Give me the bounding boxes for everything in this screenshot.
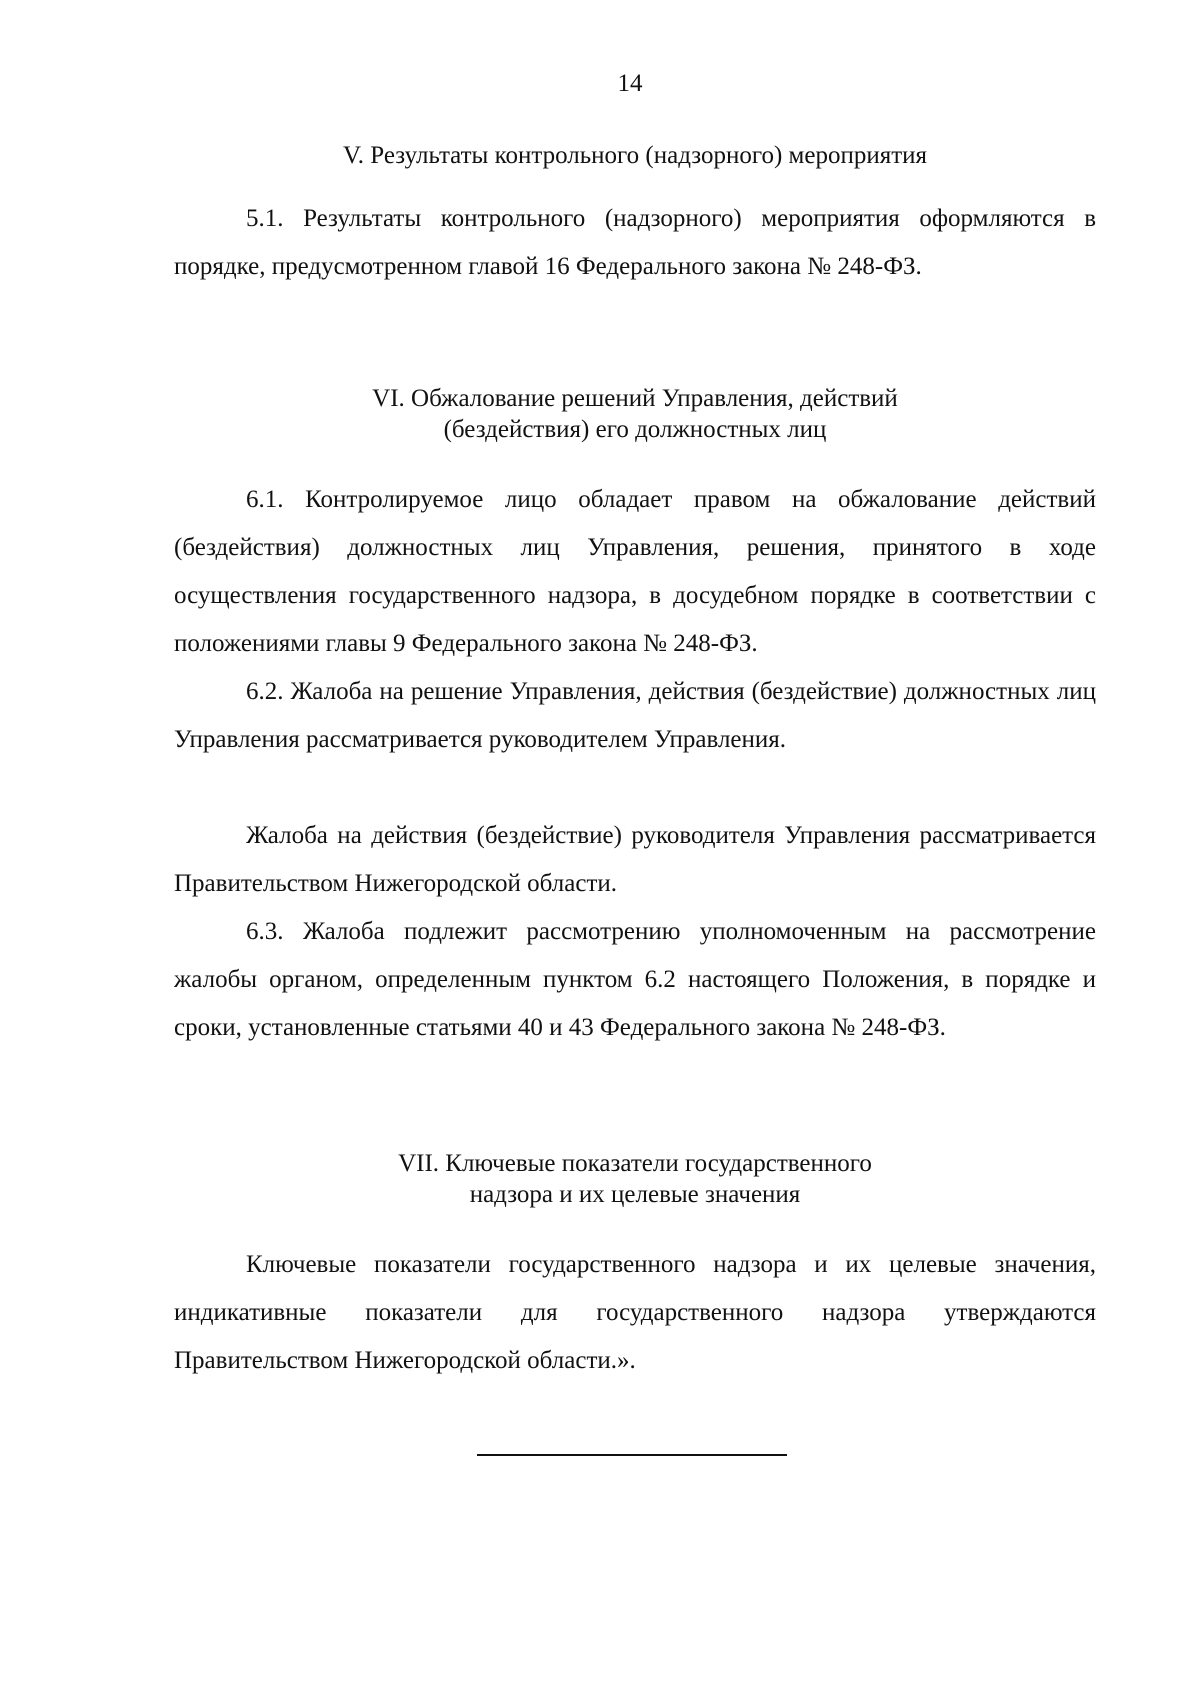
paragraph-key-indicators: Ключевые показатели государственного надзора и их целевые значения, индикативные показатели для государственного надзора утверждаются Правительством Нижегородской области.». (174, 1251, 1096, 1374)
section-heading-vi (174, 383, 1096, 445)
paragraph-6-3: 6.3. Жалоба подлежит рассмотрению уполномоченным на рассмотрение жалобы органом, определенным пунктом 6.2 настоящего Положения, в порядке и сроки, установленные статьями 40 и 43 Федерального закона № 248-ФЗ. (174, 918, 1096, 1041)
paragraph-6-2: 6.2. Жалоба на решение Управления, действия (бездействие) должностных лиц Управления рассматривается руководителем Управления. (174, 678, 1096, 753)
section-heading-line: VII. Ключевые показатели государственного (398, 1150, 872, 1177)
section-heading-line: (бездействия) его должностных лиц (443, 416, 827, 443)
section-heading-v (174, 140, 1096, 171)
page-number: 14 (617, 70, 643, 97)
section-heading-line: V. Результаты контрольного (надзорного) мероприятия (342, 142, 928, 169)
paragraph-6-2-complaint: Жалоба на действия (бездействие) руководителя Управления рассматривается Правительством Нижегородской области. (174, 822, 1096, 897)
closing-divider (477, 1454, 787, 1456)
section-heading-line: надзора и их целевые значения (469, 1181, 801, 1208)
section-heading-vii (174, 1148, 1096, 1210)
paragraph-6-1: 6.1. Контролируемое лицо обладает правом на обжалование действий (бездействия) должностных лиц Управления, решения, принятого в ходе осуществления государственного надзора, в досудебном порядке в соответствии с положениями главы 9 Федерального закона № 248-ФЗ. (174, 486, 1096, 657)
paragraph-5-1: 5.1. Результаты контрольного (надзорного) мероприятия оформляются в порядке, предусмотренном главой 16 Федерального закона № 248-ФЗ. (174, 205, 1096, 280)
section-heading-line: VI. Обжалование решений Управления, действий (372, 385, 898, 412)
